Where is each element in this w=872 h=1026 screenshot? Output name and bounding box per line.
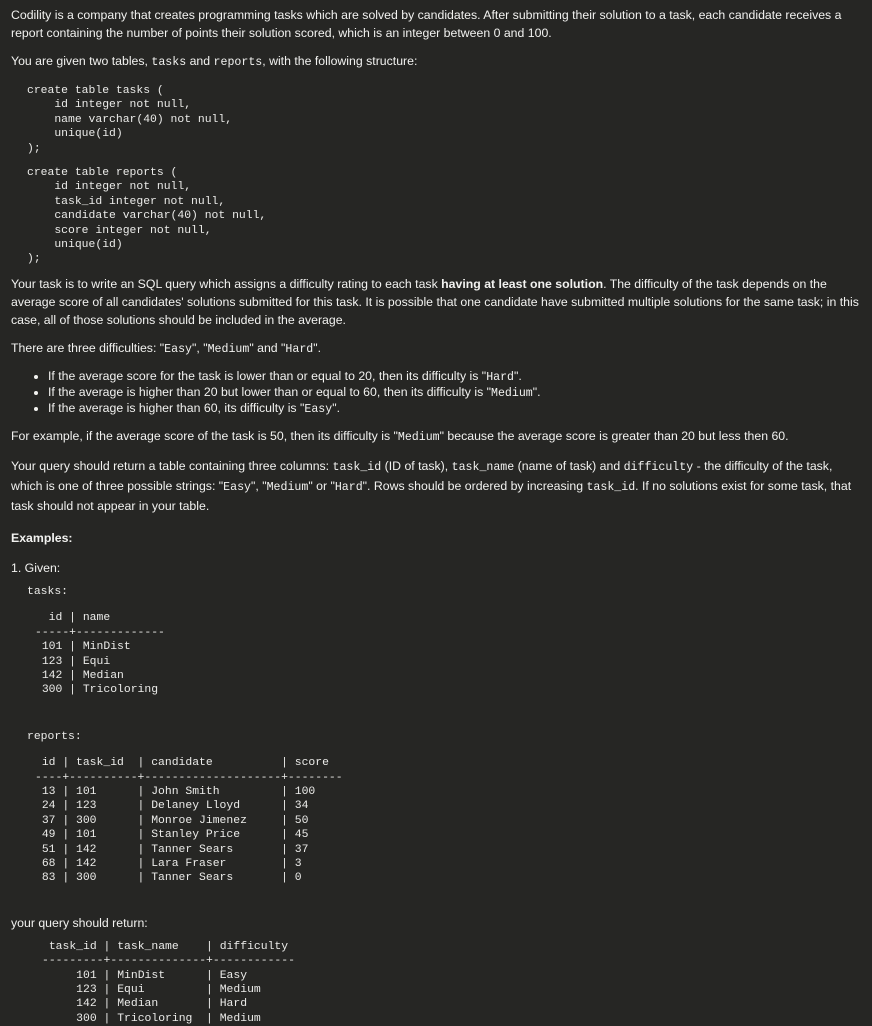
- difficulty-hard: Hard: [285, 342, 314, 356]
- difficulties-paragraph: [11, 339, 862, 359]
- intro-paragraph: Codility is a company that creates programming tasks which are solved by candidates. After submitting their solution to a task, each candidate receives a report containing the number of points their solution scored, which is an integer between 0 and 100.: [11, 8, 842, 40]
- return-text: ". Rows should be ordered by increasing: [362, 478, 587, 493]
- tasks-example-table: id | name -----+------------- 101 | MinDist 123 | Equi 142 | Median 300 | Tricoloring: [35, 612, 165, 697]
- rule-text-end: ".: [532, 384, 541, 399]
- tasks-label: tasks:: [27, 585, 69, 598]
- rule-text-end: ".: [514, 368, 522, 383]
- examples-title: Examples:: [11, 530, 73, 545]
- return-text: (name of task) and: [514, 458, 624, 473]
- reports-table-name: reports: [213, 56, 263, 69]
- tasks-table-name: tasks: [151, 56, 187, 69]
- return-text: ", ": [251, 478, 267, 493]
- rule-code: Easy: [304, 402, 333, 416]
- return-code: Easy: [223, 480, 251, 494]
- rule-text: If the average is higher than 60, its difficulty is ": [48, 400, 305, 415]
- difficulties-sep1: ", ": [192, 340, 208, 355]
- difficulties-suffix: ".: [313, 340, 322, 355]
- difficulties-sep2: " and ": [249, 340, 286, 355]
- return-text: - the difficulty of the task, which is one of three possible strings: ": [11, 458, 833, 493]
- reports-example-table: id | task_id | candidate | score ----+----------+--------------------+-------- 13 | 101 | John Smith | 100 24 | 123 | Delaney Lloyd | 34 37 | 300 | Monroe Jimenez | 50 49 | 101 | Stanley Price | 45 51 | 142 | Tanner Sears | 37 68 | 142 | Lara Fraser | 3 83 | 300 | Tanner Sears | 0: [35, 757, 343, 885]
- rule-code: Hard: [486, 370, 515, 384]
- given-label: 1. Given:: [11, 560, 61, 575]
- difficulty-medium: Medium: [207, 342, 250, 356]
- return-text: (ID of task),: [381, 458, 452, 473]
- given-tables-prefix: You are given two tables,: [11, 54, 152, 68]
- example-sentence-pre: For example, if the average score of the task is 50, then its difficulty is ": [11, 428, 398, 443]
- task-desc-part2: . The difficulty of the task depends on the average score of all candidates' solutions submitted for this task. It is possible that one candidate have submitted multiple solutions for the same task; in this case, all of those solutions should be included in the average.: [11, 276, 859, 327]
- return-text: Your query should return a table containing three columns:: [11, 458, 333, 473]
- return-code: task_id: [586, 480, 636, 494]
- example-sentence-post: " because the average score is greater than 20 but less then 60.: [439, 428, 789, 443]
- return-code: task_name: [451, 460, 515, 474]
- rule-item: [48, 401, 862, 417]
- task-desc-part1: Your task is to write an SQL query which assigns a difficulty rating to each task: [11, 276, 442, 291]
- return-description: [11, 457, 862, 515]
- given-tables-and: and: [186, 54, 214, 68]
- return-text: . If no solutions exist for some task, that task should not appear in your table.: [11, 478, 852, 513]
- tasks-schema-code: create table tasks ( id integer not null, name varchar(40) not null, unique(id) );: [27, 85, 233, 155]
- task-desc-bold: having at least one solution: [441, 276, 604, 291]
- rule-text: If the average is higher than 20 but lower than or equal to 60, then its difficulty is ": [48, 384, 491, 399]
- example-sentence: [11, 427, 862, 447]
- return-code: Hard: [334, 480, 363, 494]
- rule-item: [48, 385, 862, 401]
- task-description: [11, 275, 862, 329]
- reports-label: reports:: [27, 730, 82, 743]
- given-tables-suffix: , with the following structure:: [262, 54, 418, 68]
- result-example-table: task_id | task_name | difficulty ---------+--------------+------------ 101 | MinDist | Easy 123 | Equi | Medium 142 | Median | Hard 300 | Tricoloring | Medium: [42, 940, 295, 1025]
- difficulties-prefix: There are three difficulties: ": [11, 340, 165, 355]
- return-text: " or ": [308, 478, 335, 493]
- rule-code: Medium: [491, 386, 533, 400]
- rule-text: If the average score for the task is lower than or equal to 20, then its difficulty is ": [48, 368, 487, 383]
- rule-item: [48, 369, 862, 385]
- return-code: task_id: [332, 460, 382, 474]
- rule-text-end: ".: [332, 400, 341, 415]
- return-label: your query should return:: [11, 915, 148, 930]
- return-code: Medium: [266, 480, 309, 494]
- rules-list: [11, 369, 862, 417]
- example-sentence-code: Medium: [397, 430, 440, 444]
- difficulty-easy: Easy: [164, 342, 192, 356]
- reports-schema-code: create table reports ( id integer not null, task_id integer not null, candidate varchar(40) not null, score integer not null, unique(id) );: [27, 167, 267, 266]
- return-code: difficulty: [623, 460, 694, 474]
- given-tables-paragraph: [11, 52, 862, 72]
